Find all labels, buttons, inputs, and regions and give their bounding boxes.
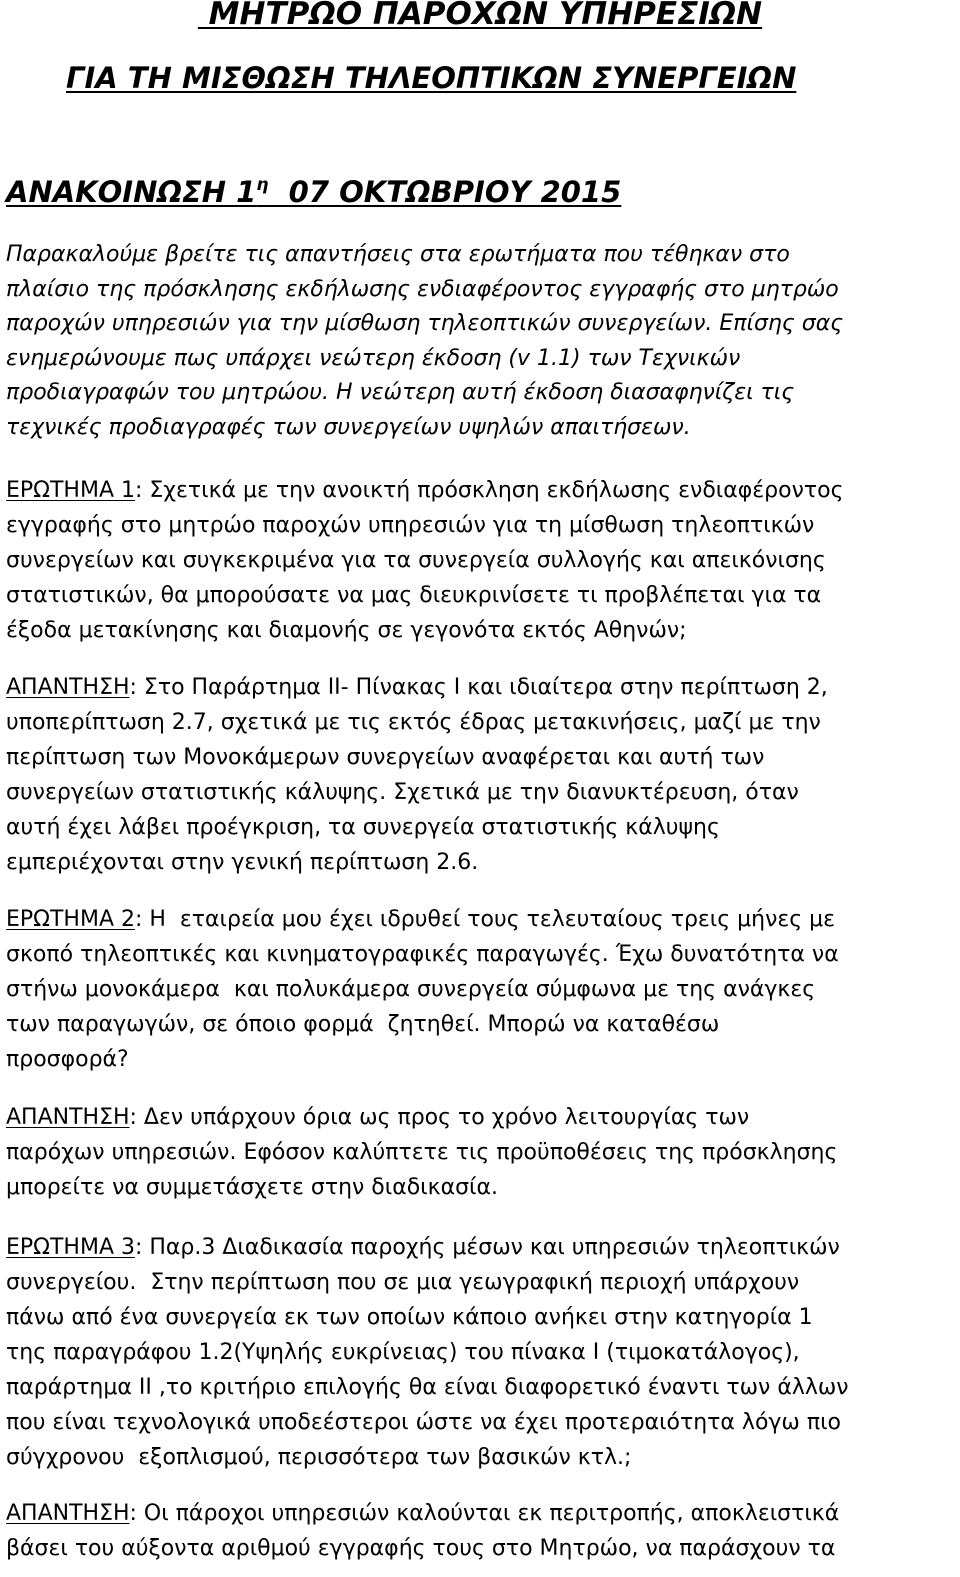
document-subtitle: ΓΙΑ ΤΗ ΜΙΣΘΩΣΗ ΤΗΛΕΟΠΤΙΚΩΝ ΣΥΝΕΡΓΕΙΩΝ [66, 61, 797, 95]
intro-line: παροχών υπηρεσιών για την μίσθωση τηλεοπτικών συνεργείων. Επίσης σας [6, 311, 844, 336]
question-1-text: : Σχετικά με την ανοικτή πρόσκληση εκδήλωσης ενδιαφέροντος [134, 478, 844, 503]
intro-line: Παρακαλούμε βρείτε τις απαντήσεις στα ερωτήματα που τέθηκαν στο [6, 242, 790, 267]
question-1-line: στατιστικών, θα μπορούσατε να μας διευκρινίσετε τι προβλέπεται για τα [6, 583, 822, 608]
question-3-line: συνεργείου. Στην περίπτωση που σε μια γεωγραφική περιοχή υπάρχουν [6, 1270, 800, 1295]
answer-1-line: εμπεριέχονται στην γενική περίπτωση 2.6. [6, 850, 479, 875]
answer-3-text: : Οι πάροχοι υπηρεσιών καλούνται εκ περιτροπής, αποκλειστικά [129, 1501, 840, 1526]
intro-line: προδιαγραφών του μητρώου. Η νεώτερη αυτή έκδοση διασαφηνίζει τις [6, 380, 795, 405]
question-2-line: στήνω μονοκάμερα και πολυκάμερα συνεργεία σύμφωνα με της ανάγκες [6, 977, 816, 1002]
answer-3-first-line [6, 1496, 954, 1531]
question-3-line: της παραγράφου 1.2(Υψηλής ευκρίνειας) του πίνακα Ι (τιμοκατάλογος), [6, 1340, 800, 1365]
answer-1-line: αυτή έχει λάβει προέγκριση, τα συνεργεία στατιστικής κάλυψης [6, 815, 720, 840]
answer-2-label: ΑΠΑΝΤΗΣΗ [6, 1105, 130, 1130]
announcement-prefix: ΑΝΑΚΟΙΝΩΣΗ 1 [6, 175, 257, 209]
intro-line: πλαίσιο της πρόσκλησης εκδήλωσης ενδιαφέροντος εγγραφής στο μητρώο [6, 276, 839, 302]
announcement-ordinal: η [256, 175, 269, 195]
intro-line: ενημερώνουμε πως υπάρχει νεώτερη έκδοση (v 1.1) των Τεχνικών [6, 345, 741, 371]
answer-2-text: : Δεν υπάρχουν όρια ως προς το χρόνο λειτουργίας των [129, 1105, 750, 1130]
question-2-line: προσφορά? [6, 1047, 129, 1072]
question-1 [6, 473, 954, 648]
document-title: ΜΗΤΡΩΟ ΠΑΡΟΧΩΝ ΥΠΗΡΕΣΙΩΝ [197, 0, 763, 32]
answer-1-first-line [6, 670, 954, 705]
answer-2-line: μπορείτε να συμμετάσχετε στην διαδικασία. [6, 1175, 498, 1200]
question-2-first-line [6, 902, 954, 937]
question-1-line: έξοδα μετακίνησης και διαμονής σε γεγονότα εκτός Αθηνών; [6, 618, 687, 643]
question-1-line: εγγραφής στο μητρώο παροχών υπηρεσιών για τη μίσθωση τηλεοπτικών [6, 513, 815, 538]
answer-2-first-line [6, 1100, 954, 1135]
answer-1-label: ΑΠΑΝΤΗΣΗ [6, 675, 130, 700]
question-2-line: των παραγωγών, σε όποιο φορμά ζητηθεί. Μπορώ να καταθέσω [6, 1012, 720, 1037]
answer-1-line: συνεργείων στατιστικής κάλυψης. Σχετικά με την διανυκτέρευση, όταν [6, 780, 799, 805]
question-3-line: που είναι τεχνολογικά υποδεέστεροι ώστε να έχει προτεραιότητα λόγω πιο [6, 1410, 841, 1435]
question-3-text: : Παρ.3 Διαδικασία παροχής μέσων και υπηρεσιών τηλεοπτικών [134, 1235, 840, 1260]
answer-1-line: υποπερίπτωση 2.7, σχετικά με τις εκτός έδρας μετακινήσεις, μαζί με την [6, 710, 821, 735]
question-1-line: συνεργείων και συγκεκριμένα για τα συνεργεία συλλογής και απεικόνισης [6, 548, 826, 573]
question-2-text: : Η εταιρεία μου έχει ιδρυθεί τους τελευταίους τρεις μήνες με [134, 907, 836, 932]
answer-1-line: περίπτωση των Μονοκάμερων συνεργείων αναφέρεται και αυτή των [6, 745, 765, 770]
answer-2 [6, 1100, 954, 1205]
question-2-line: σκοπό τηλεοπτικές και κινηματογραφικές παραγωγές. Έχω δυνατότητα να [6, 942, 839, 967]
question-3-line: πάνω από ένα συνεργεία εκ των οποίων κάποιο ανήκει στην κατηγορία 1 [6, 1305, 813, 1330]
intro-line: τεχνικές προδιαγραφές των συνεργείων υψηλών απαιτήσεων. [6, 414, 691, 440]
answer-3-line: βάσει του αύξοντα αριθμού εγγραφής τους στο Μητρώο, να παράσχουν τα [6, 1536, 836, 1561]
announcement-heading [6, 172, 621, 212]
answer-2-line: παρόχων υπηρεσιών. Εφόσον καλύπτετε τις προϋποθέσεις της πρόσκλησης [6, 1140, 838, 1165]
question-3-label: ΕΡΩΤΗΜΑ 3 [6, 1235, 135, 1260]
question-1-first-line [6, 473, 954, 508]
question-3-line: σύγχρονου εξοπλισμού, περισσότερα των βασικών κτλ.; [6, 1445, 632, 1470]
answer-1-text: : Στο Παράρτημα ΙΙ- Πίνακας Ι και ιδιαίτερα στην περίπτωση 2, [129, 675, 828, 700]
question-2 [6, 902, 954, 1077]
answer-1 [6, 670, 954, 880]
question-3-first-line [6, 1230, 954, 1265]
question-1-label: ΕΡΩΤΗΜΑ 1 [6, 478, 135, 503]
intro-paragraph [6, 238, 936, 445]
question-3-line: παράρτημα ΙΙ ,το κριτήριο επιλογής θα είναι διαφορετικό έναντι των άλλων [6, 1375, 849, 1400]
answer-3 [6, 1496, 954, 1566]
answer-3-label: ΑΠΑΝΤΗΣΗ [6, 1501, 130, 1526]
announcement-date: 07 ΟΚΤΩΒΡΙΟΥ 2015 [268, 175, 622, 209]
question-2-label: ΕΡΩΤΗΜΑ 2 [6, 907, 135, 932]
question-3 [6, 1230, 954, 1475]
